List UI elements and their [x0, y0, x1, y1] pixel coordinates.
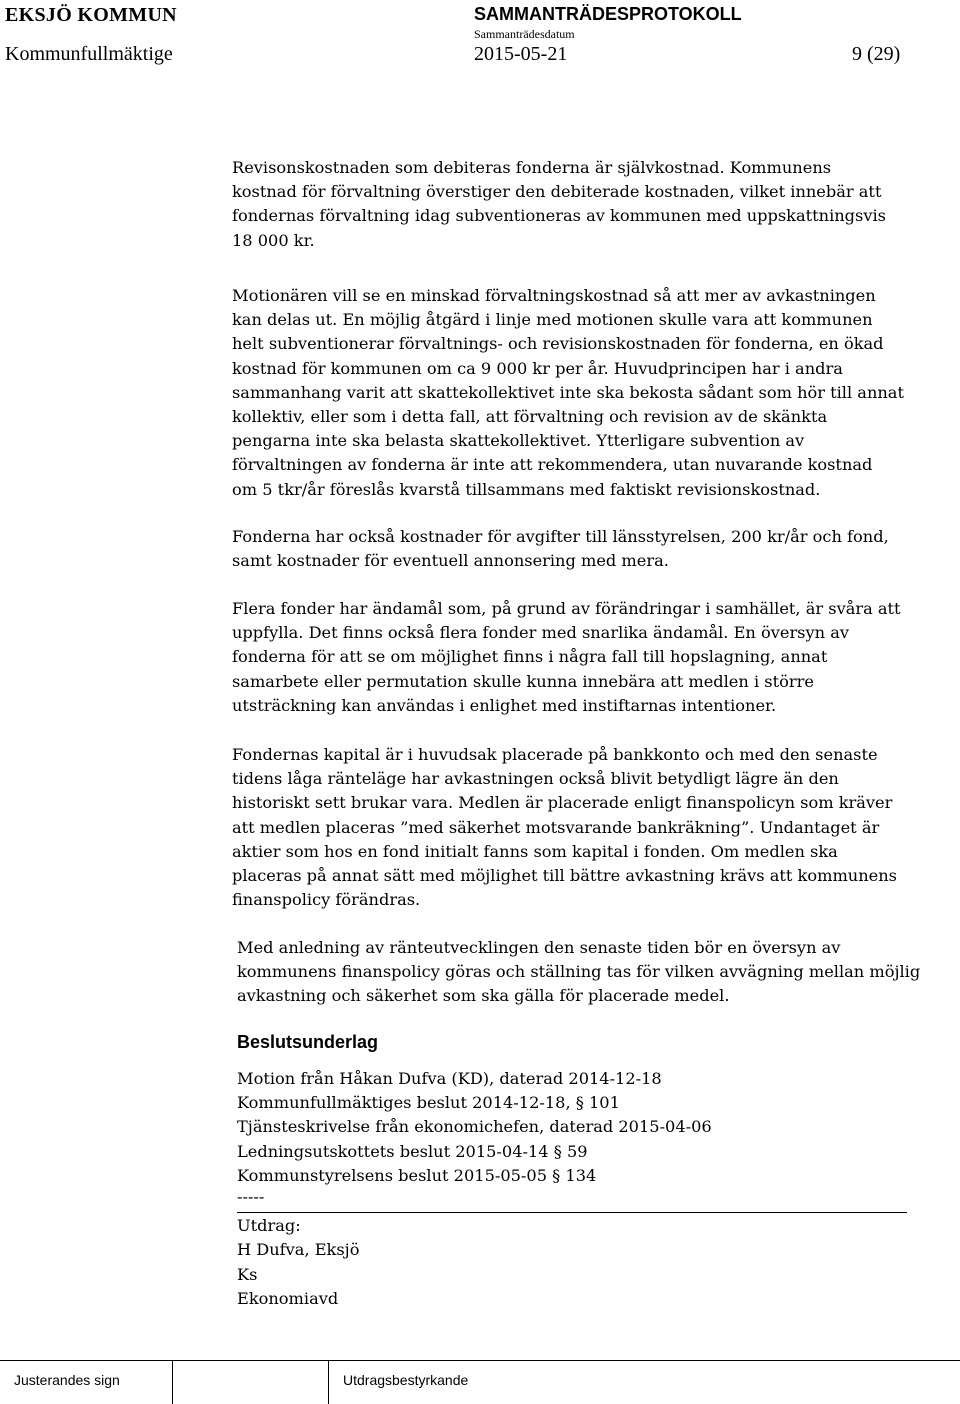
justerandes-sign-label: Justerandes sign: [14, 1372, 120, 1388]
date-label: Sammanträdesdatum: [474, 27, 575, 41]
meeting-date: 2015-05-21: [474, 43, 568, 65]
distribution-list: [237, 1214, 359, 1312]
paragraph-text: Revisonskostnaden som debiteras fonderna är självkostnad. Kommunens kostnad för förvaltning överstiger den debiterade kostnaden, vilket innebär att fondernas förvaltning idag subventioneras av kommunen med uppskattningsvis 18 000 kr.: [232, 158, 886, 250]
paragraph-fees: [232, 525, 922, 573]
utdragsbestyrkande-label: Utdragsbestyrkande: [343, 1372, 469, 1388]
list-item: H Dufva, Eksjö: [237, 1240, 360, 1260]
paragraph-text: Med anledning av ränteutvecklingen den senaste tiden bör en översyn av kommunens finanspolicy göras och ställning tas för vilken avvägning mellan möjlig avkastning och säkerhet som ska gälla för placerade medel.: [237, 938, 921, 1006]
utdrag-label: Utdrag:: [237, 1216, 301, 1235]
list-item: Kommunfullmäktiges beslut 2014-12-18, § 101: [237, 1093, 620, 1113]
paragraph-text: Flera fonder har ändamål som, på grund av förändringar i samhället, är svåra att uppfylla. Det finns också flera fonder med snarlika ändamål. En översyn av fonderna för att se om möjlighet finns i några fall till hopslagning, annat samarbete eller permutation skulle kunna innebära att medlen i större utsträckning kan användas i enlighet med instiftarnas intentioner.: [232, 599, 901, 715]
footer-divider: [328, 1360, 329, 1404]
paragraph-revision-cost: [232, 156, 922, 253]
organization-name: EKSJÖ KOMMUN: [5, 4, 177, 26]
list-item: Ekonomiavd: [237, 1289, 339, 1309]
paragraph-text: Motionären vill se en minskad förvaltningskostnad så att mer av avkastningen kan delas ut. En möjlig åtgärd i linje med motionen skulle vara att kommunen helt subventionerar förvaltnings- och revisionskostnaden för fonderna, en ökad kostnad för kommunen om ca 9 000 kr per år. Huvudprincipen har i andra sammanhang varit att skattekollektivet inte ska bekosta sådant som hör till annat kollektiv, eller som i detta fall, att förvaltning och revision av de skänkta pengarna inte ska belasta skattekollektivet. Ytterligare subvention av förvaltningen av fonderna är inte att rekommendera, utan nuvarande kostnad om 5 tkr/år föreslås kvarstå tillsammans med faktiskt revisionskostnad.: [232, 286, 904, 499]
page-number: 9 (29): [852, 43, 901, 65]
paragraph-fund-purposes: [232, 597, 922, 718]
footer-divider: [172, 1360, 173, 1404]
list-item: Motion från Håkan Dufva (KD), daterad 2014-12-18: [237, 1069, 662, 1088]
paragraph-text: Fondernas kapital är i huvudsak placerade på bankkonto och med den senaste tidens låga ränteläge har avkastningen också blivit betydligt lägre än den historiskt sett brukar vara. Medlen är placerade enligt finanspolicyn som kräver att medlen placeras ”med säkerhet motsvarande bankräkning”. Undantaget är aktier som hos en fond initialt fanns som kapital i fonden. Om medlen ska placeras på annat sätt med möjlighet till bättre avkastning krävs att kommunens finanspolicy förändras.: [232, 745, 897, 910]
meeting-body: Kommunfullmäktige: [5, 43, 173, 65]
horizontal-rule: [237, 1212, 907, 1213]
separator-dashes: -----: [237, 1187, 265, 1206]
list-item: Tjänsteskrivelse från ekonomichefen, daterad 2015-04-06: [237, 1117, 712, 1137]
list-item: Ks: [237, 1264, 258, 1284]
document-type: SAMMANTRÄDESPROTOKOLL: [474, 4, 742, 24]
list-item: Ledningsutskottets beslut 2015-04-14 § 59: [237, 1141, 588, 1161]
footer-rule: [0, 1360, 960, 1361]
paragraph-motion-analysis: [232, 284, 922, 502]
list-item: Kommunstyrelsens beslut 2015-05-05 § 134: [237, 1165, 597, 1185]
paragraph-fund-capital: [232, 743, 922, 912]
paragraph-conclusion: [237, 936, 927, 1009]
decision-basis-list: [237, 1067, 712, 1188]
paragraph-text: Fonderna har också kostnader för avgifter till länsstyrelsen, 200 kr/år och fond, samt kostnader för eventuell annonsering med mera.: [232, 527, 889, 571]
section-heading-beslutsunderlag: Beslutsunderlag: [237, 1032, 379, 1052]
